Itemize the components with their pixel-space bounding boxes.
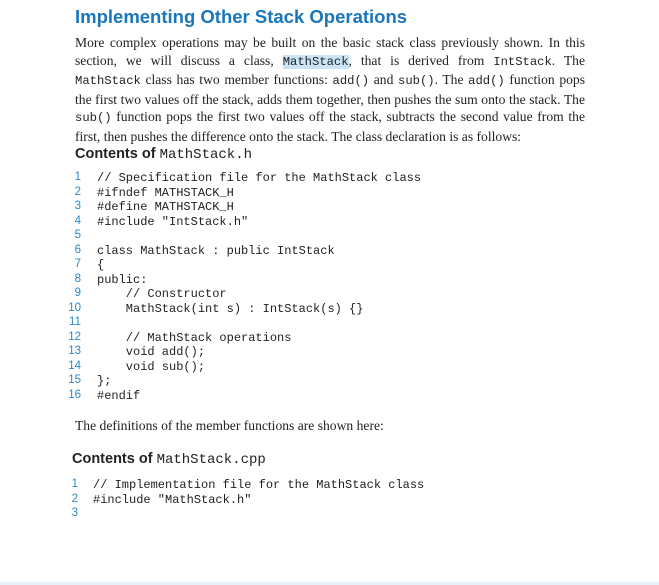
code-text: #define MATHSTACK_H	[97, 200, 234, 214]
header-mathstack-h	[75, 146, 252, 163]
code-text: // Constructor	[97, 287, 227, 301]
intro-code-5: sub()	[398, 74, 435, 89]
line-number: 1	[74, 171, 81, 183]
code-text: // Specification file for the MathStack class	[97, 171, 422, 185]
intro-text-2: , that is derived from	[348, 52, 494, 68]
line-number: 1	[71, 478, 78, 490]
intro-paragraph	[75, 34, 585, 146]
line-number: 3	[74, 200, 81, 212]
line-number: 13	[68, 345, 81, 357]
section-title: Implementing Other Stack Operations	[75, 6, 408, 27]
intro-text-3: . The	[551, 52, 586, 68]
line-number: 4	[74, 214, 81, 227]
line-number: 11	[69, 316, 81, 328]
line-number: 2	[74, 185, 81, 198]
line-number: 12	[68, 330, 81, 343]
intro-text-5: and	[369, 72, 398, 88]
header-h-prefix: Contents of	[75, 146, 160, 162]
code-text: void add();	[97, 345, 206, 359]
header-cpp-prefix: Contents of	[72, 451, 157, 467]
definitions-text: The definitions of the member functions are shown here:	[75, 418, 384, 433]
code-text: };	[97, 374, 112, 388]
code-text: #include "IntStack.h"	[97, 214, 249, 229]
intro-code-2: IntStack	[493, 54, 552, 69]
code-text: void sub();	[97, 359, 206, 374]
intro-code-6: add()	[468, 74, 505, 89]
line-number: 6	[74, 243, 81, 256]
line-number: 9	[74, 287, 81, 299]
intro-text-7: function pops the first two values off the stack, adds them together, then pushes the sum onto the stack. The	[75, 72, 585, 107]
header-h-filename: MathStack.h	[159, 147, 252, 163]
code-text: MathStack(int s) : IntStack(s) {}	[97, 301, 364, 316]
code-text: public:	[97, 272, 148, 287]
intro-text-6: . The	[434, 72, 469, 88]
code-text: // Implementation file for the MathStack class	[93, 478, 425, 492]
line-number: 2	[71, 492, 78, 505]
code-text: // MathStack operations	[97, 330, 292, 345]
code-text: #ifndef MATHSTACK_H	[97, 185, 234, 200]
code-text: class MathStack : public IntStack	[97, 243, 335, 258]
code-text: #endif	[97, 388, 141, 403]
code-text: #include "MathStack.h"	[93, 492, 252, 507]
intro-code-4: add()	[332, 74, 370, 89]
intro-code-7: sub()	[75, 111, 112, 126]
line-number: 8	[74, 272, 81, 285]
intro-text-1: More complex operations may be built on the basic stack class previously shown. In this section, we will discuss a class,	[75, 35, 585, 68]
code-text: {	[97, 258, 105, 272]
line-number: 14	[68, 359, 81, 372]
line-number: 16	[68, 388, 81, 401]
intro-code-3: MathStack	[75, 74, 141, 89]
header-cpp-filename: MathStack.cpp	[156, 452, 266, 468]
header-mathstack-cpp	[72, 451, 266, 468]
line-number: 5	[74, 229, 81, 241]
intro-text-8: function pops the first two values off the stack, subtracts the second value from the first, then pushes the difference onto the stack. The class declaration is as follows:	[75, 109, 585, 144]
line-number: 10	[68, 301, 81, 314]
intro-text-4: class has two member functions:	[140, 72, 333, 88]
line-number: 7	[74, 258, 81, 270]
line-number: 3	[71, 507, 78, 519]
line-number: 15	[68, 374, 81, 386]
highlighted-class-name: MathStack	[282, 54, 349, 69]
